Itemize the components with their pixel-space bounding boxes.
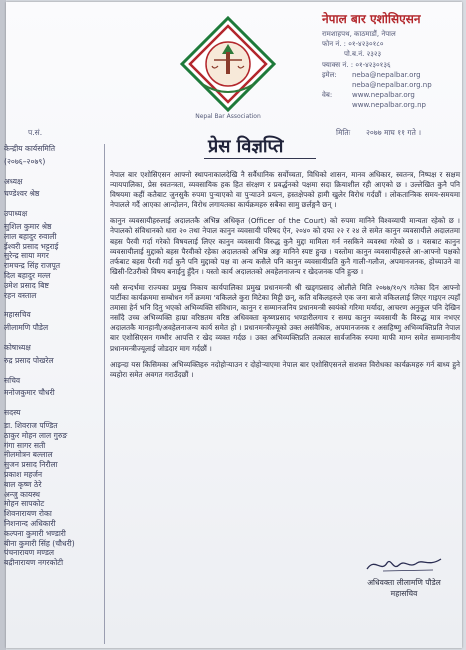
committee-title: केन्द्रीय कार्यसमिति: [4, 144, 56, 153]
committee-role: कोषाध्यक्ष: [4, 342, 31, 352]
committee-role: अध्यक्ष: [4, 176, 23, 186]
letterhead-contact: [322, 12, 460, 111]
committee-member-name: डा. शिवराज पण्डित: [4, 420, 58, 430]
committee-member-name: शिवनारायण रोका: [4, 509, 52, 519]
signatory-name: अधिवक्ता लीलामणि पौडेल: [367, 578, 441, 587]
committee-member-name: रुद्र प्रसाद पोखरेल: [4, 355, 54, 365]
committee-term: (२०७६–२०७९): [4, 156, 46, 166]
committee-member-name: ठाकुर मोहन लाल गुरुङ: [4, 430, 68, 440]
committee-sidebar: [4, 144, 102, 578]
signatory-position: महासचिव: [390, 589, 418, 598]
committee-section: [4, 209, 102, 300]
email-label: इमेल:: [322, 70, 337, 79]
committee-member-name: प्रकाश महर्जन: [4, 469, 43, 479]
email-2[interactable]: neba@nepalbar.org.np: [352, 81, 432, 90]
body-paragraph: यसै सन्दर्भमा राज्यका प्रमुख निकाय कार्यपालिका प्रमुख प्रधानमन्त्री श्री खड्गप्रसाद ओलीले मिति २०७७/१०/९ गतेका दिन आफ्नो पार्टीका कार्यक्रममा सम्बोधन गर्ने क्रममा 'वकिलले कुरा मिटेका मिट्टी छन्, कति वकिलहरुले एक जना बाजे वकिललाई लिएर गाइएन त्यहाँ तमासा हेर्न भनि दिनु भएको अभिव्यक्ति संविधान, कानुन र सम्मानजनिय प्रधानमन्त्री स्वयंको गरिमा मर्यादा, आचरण अनुकूल पनि देखिन नसाँदै उच्च अभिव्यक्ति हाम्रा वरिष्ठतम वरिष्ठ अधिवक्ता कृष्णप्रसाद भण्डारीलगाय र समग्र कानुन व्यवसायी कै विरुद्ध मात्र नभएर अदालतकै मानहानी/अवहेलनाजन्य कार्य समेत हो । प्रधानमन्त्रीज्यूको उक्त असंवैधिक, अपमानजनक र असहिष्णु अभिव्यक्तिप्रति नेपाल बार एशोसिएसन गम्भीर आपत्ति र खेद व्यक्त गर्दछ । उक्त अभिव्यक्तिप्रति तत्काल सार्वजनिक रुपमा माफी माग्न समेत सम्मानानीय प्रधानमन्त्रीज्यूलाई जोडदार माग गर्दछौं ।: [110, 282, 460, 353]
committee-member-name: नीलमोत्रन बल्लाल: [4, 450, 53, 460]
email-1[interactable]: neba@nepalbar.org: [352, 70, 421, 79]
committee-member-name: सुशिल कुमार श्रेष्ठ: [4, 221, 52, 231]
body-paragraph: आइन्दा यस किसिमका अभिव्यक्तिहरु नदोहोऱ्याउन र दोहोऱ्याएमा नेपाल बार एशोसिएसनले सशक्त विरोधका कार्यक्रमहरु गर्न बाध्य हुने व्यहोरा समेत अवगत गराउँदछौं ।: [110, 359, 460, 379]
committee-member-name: पंचनारायण मण्डल: [4, 548, 55, 558]
press-release-body: [110, 170, 460, 386]
committee-member-name: लाल बहादुर रुवाली: [4, 231, 57, 241]
committee-role: सदस्य: [4, 408, 21, 418]
date-line: [336, 128, 421, 138]
phone-number: ०१-४२३०१८०: [348, 40, 384, 49]
committee-member-name: कल्पना कुमारी भण्डारी: [4, 528, 66, 538]
web-label: वेब:: [322, 91, 333, 100]
committee-section: [4, 376, 102, 399]
committee-member-name: उमेश प्रसाद बिष्ट: [4, 280, 49, 290]
website-2[interactable]: www.nepalbar.org.np: [352, 101, 426, 110]
org-name: नेपाल बार एशोसिएसन: [322, 12, 421, 26]
fax-label: फ्याक्स नं. :: [322, 60, 354, 69]
committee-member-name: बाल कृष्ण ठेरे: [4, 479, 42, 489]
committee-member-name: रहन वस्ताल: [4, 290, 37, 300]
committee-section: [4, 343, 102, 366]
committee-member-name: दिल बहादुर मल्ल: [4, 270, 51, 280]
fax-number: ०१-४२३०१३६: [355, 60, 391, 69]
committee-member-name: निशनान्द अधिकारी: [4, 518, 56, 528]
postbox: पो.ब.नं. २३२३: [344, 50, 382, 59]
committee-member-name: लीलामणि पौडेल: [4, 323, 49, 333]
committee-member-name: रामचन्द्र सिंह राजपूत: [4, 261, 61, 271]
committee-section: [4, 408, 102, 568]
date-label: मितिः: [336, 128, 351, 137]
sidebar-divider: [104, 144, 105, 644]
committee-role: सचिव: [4, 375, 21, 385]
committee-member-name: मनोजकुमार चौधरी: [4, 388, 55, 398]
title-underline: [204, 158, 316, 159]
committee-member-name: बीना कुमारी सिंह (चौधरी): [4, 538, 75, 548]
logo-caption: Nepal Bar Association: [195, 113, 261, 120]
committee-section: [4, 310, 102, 333]
committee-member-name: चण्डेश्वर श्रेष्ठ: [4, 189, 40, 199]
committee-role: महासचिव: [4, 310, 31, 320]
committee-member-name: गंगा सागर सती: [4, 440, 46, 450]
committee-member-name: सुरेन्द्र साया मगर: [4, 251, 49, 261]
signature-block: [356, 553, 452, 599]
body-paragraph: नेपाल बार एशोसिएसन आफ्नो स्थापनाकालदेखि नै सर्वैधानिक सर्वोच्चता, विधिको शासन, मानव अधिकार, स्वतन्त्र, निष्पक्ष र सक्षम न्यायपालिका, प्रेस स्वतन्त्रता, व्यवसायिक हक हित संरक्षण र प्रवर्द्धनको पक्षमा सदा क्रियाशील रही आएको छ । उल्लेखित कुनै पनि विषयमा कहीं कतैबाट जुनसुकै रुपमा पुऱ्याएको वा पुऱ्याउने प्रयत्न, हस्तक्षेपको हामी खुलेर विरोध गर्दछौं । लोकतान्त्रिक समय-समयमा नेपालले गर्दै आएका आन्दोलन, विरोध लगायतका कार्यक्रमहरु सबैका सामु छर्लङ्गनै छन् ।: [110, 170, 460, 210]
phone-label: फोन नं. :: [322, 40, 347, 49]
date-value: २०७७ माघ ११ गते ।: [366, 128, 422, 137]
committee-member-name: ईश्वरी प्रसाद भट्टराई: [4, 241, 59, 251]
committee-member-name: मोहन सापकोट: [4, 499, 45, 509]
website-1[interactable]: www.nepalbar.org: [352, 91, 415, 100]
committee-member-name: बद्रीनारायण नगरकोटी: [4, 558, 64, 568]
nepal-bar-association-logo: [176, 14, 280, 122]
committee-member-name: अन्जु कायस्थ: [4, 489, 40, 499]
committee-section: [4, 177, 102, 200]
body-paragraph: कानुन व्यवसायीहरुलाई अदालतकै अभिन्न अधिकृत (Officer of the Court) को रुपमा मानिने विश्वव्यापी मान्यता रहेको छ । नेपालको संविधानको धारा २० तथा नेपाल कानुन व्यवसायी परिषद ऐन, २०४० को दफा २२ र २४ ले समेत कानुन व्यवसायीले अदालतमा बहस पैरवी गर्दा गरेको विषयलाई लिएर कानुन व्यवसायी विरुद्ध कुनै मुद्दा मामिला गर्न नसकिने व्यवस्था गरेको छ । यसबाट कानुन व्यवसायीलाई मुद्दाको बहस पैरवीको रहेका अदालतको अभिन्न अङ्ग मानिने स्पष्ट हुन्छ । यस्तोमा कानुन व्यवसायीहरुले आ-आफ्नो पक्षको तर्फबाट बहस पैरवी गर्दा कुनै पनि मुद्दाको पक्ष वा अन्य कसैले पनि कानुन व्यवसायीप्रति कुनै गाली-गलौज, अपमानजनक, होच्याउने वा खिसी-टिउरीको विषय बनाईनु हुँदैन । यस्तो कार्य अदालतको अवहेलनाजन्य र खेदजनक पनि हुन्छ ।: [110, 216, 460, 276]
committee-member-name: सुजन प्रसाद निरौला: [4, 460, 58, 470]
reference-number: प.सं.: [28, 128, 43, 137]
page-title: प्रेस विज्ञप्ति: [208, 136, 284, 157]
handwritten-signature: [363, 553, 445, 575]
committee-role: उपाध्यक्ष: [4, 209, 28, 219]
address: रामशाहपथ, काठमाडौं, नेपाल: [322, 30, 396, 38]
